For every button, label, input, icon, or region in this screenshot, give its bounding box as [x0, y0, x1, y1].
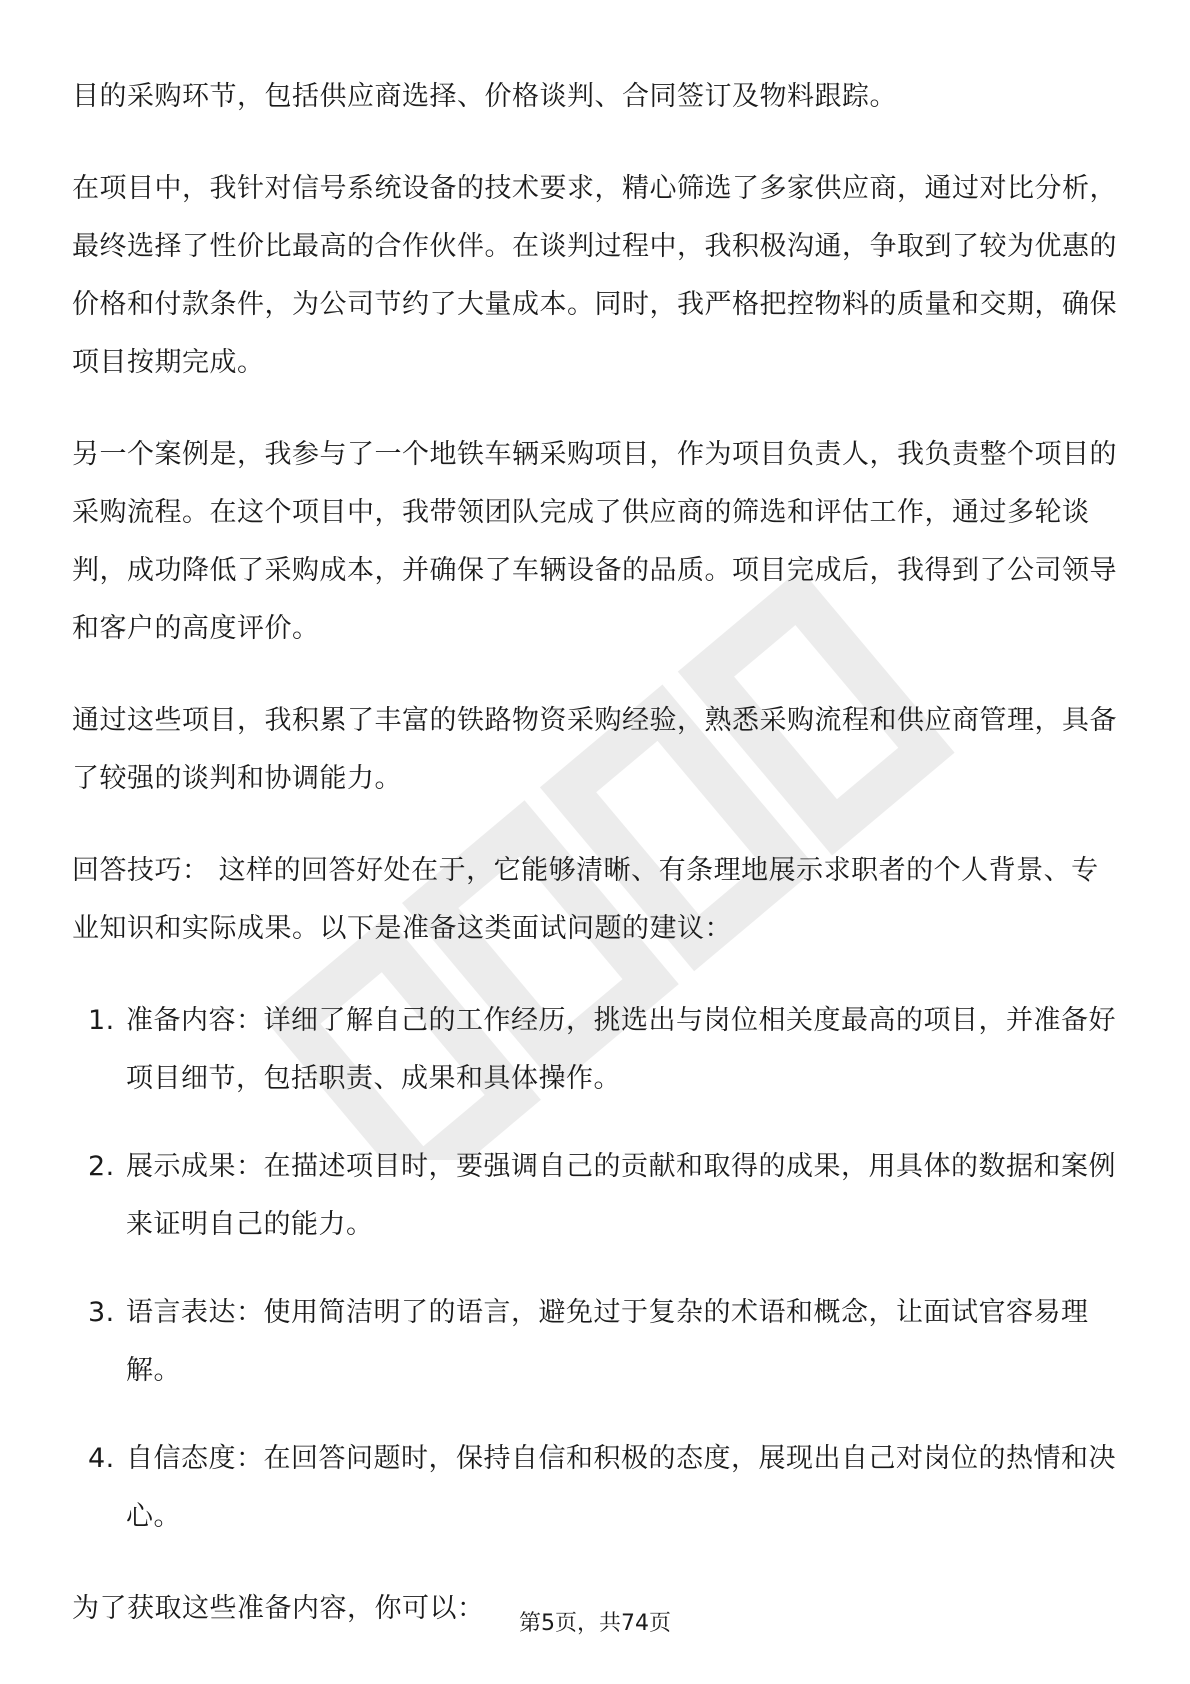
list-item — [72, 992, 1122, 1108]
list-text: 展示成果：在描述项目时，要强调自己的贡献和取得的成果，用具体的数据和案例来证明自己的能力。 — [126, 1151, 1116, 1240]
list-text: 自信态度：在回答问题时，保持自信和积极的态度，展现出自己对岗位的热情和决心。 — [126, 1443, 1116, 1532]
list-number: 2. — [88, 1151, 115, 1182]
paragraph-5: 回答技巧： 这样的回答好处在于，它能够清晰、有条理地展示求职者的个人背景、专业知识和实际成果。以下是准备这类面试问题的建议： — [72, 855, 1099, 944]
paragraph-1: 目的采购环节，包括供应商选择、价格谈判、合同签订及物料跟踪。 — [72, 81, 897, 112]
list-text: 准备内容：详细了解自己的工作经历，挑选出与岗位相关度最高的项目，并准备好项目细节，包括职责、成果和具体操作。 — [126, 1005, 1116, 1094]
list-item — [72, 1284, 1122, 1400]
advice-list — [72, 992, 1122, 1546]
paragraph-4: 通过这些项目，我积累了丰富的铁路物资采购经验，熟悉采购流程和供应商管理，具备了较强的谈判和协调能力。 — [72, 705, 1117, 794]
list-number: 1. — [88, 1005, 115, 1036]
document-page — [72, 68, 1122, 1672]
list-number: 4. — [88, 1443, 115, 1474]
list-item — [72, 1430, 1122, 1546]
paragraph-bottom: 为了获取这些准备内容，你可以： — [72, 1593, 485, 1624]
list-number: 3. — [88, 1297, 115, 1328]
list-text: 语言表达：使用简洁明了的语言，避免过于复杂的术语和概念，让面试官容易理解。 — [126, 1297, 1089, 1386]
list-item — [72, 1138, 1122, 1254]
paragraph-3: 另一个案例是，我参与了一个地铁车辆采购项目，作为项目负责人，我负责整个项目的采购流程。在这个项目中，我带领团队完成了供应商的筛选和评估工作，通过多轮谈判，成功降低了采购成本，并确保了车辆设备的品质。项目完成后，我得到了公司领导和客户的高度评价。 — [72, 439, 1117, 644]
paragraph-2: 在项目中，我针对信号系统设备的技术要求，精心筛选了多家供应商，通过对比分析，最终选择了性价比最高的合作伙伴。在谈判过程中，我积极沟通，争取到了较为优惠的价格和付款条件，为公司节约了大量成本。同时，我严格把控物料的质量和交期，确保项目按期完成。 — [72, 173, 1117, 378]
page-footer: 第5页，共74页 — [519, 1611, 671, 1636]
